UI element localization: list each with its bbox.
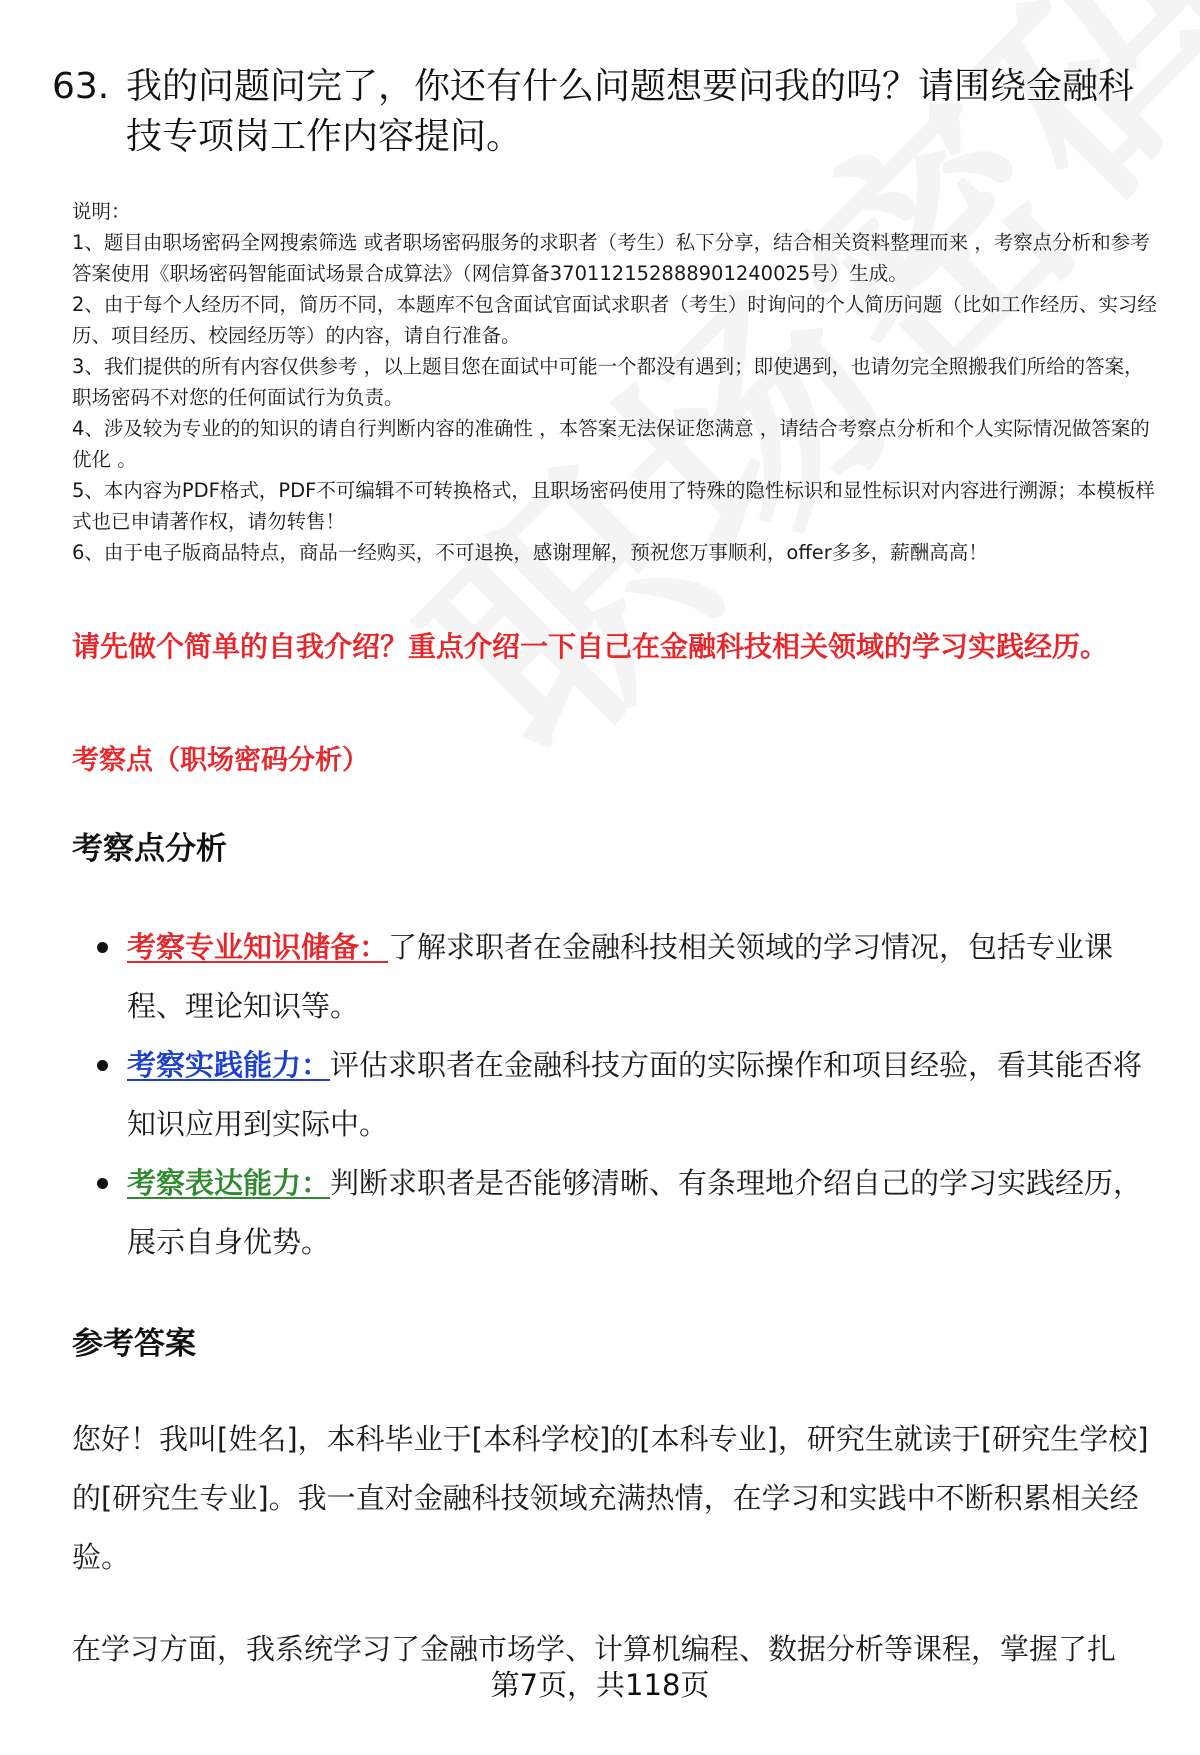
- question-text: 我的问题问完了，你还有什么问题想要问我的吗？请围绕金融科技专项岗工作内容提问。: [126, 66, 1135, 157]
- answer-paragraph: 在学习方面，我系统学习了金融市场学、计算机编程、数据分析等课程，掌握了扎: [72, 1632, 1117, 1666]
- analysis-item-text: 判断求职者是否能够清晰、有条理地介绍自己的学习实践经历，展示自身优势。: [127, 1166, 1143, 1259]
- note-item: 5、本内容为PDF格式，PDF不可编辑不可转换格式，且职场密码使用了特殊的隐性标识和显性标识对内容进行溯源；本模板样式也已申请著作权，请勿转售！: [72, 479, 1155, 533]
- analysis-item-text: 评估求职者在金融科技方面的实际操作和项目经验，看其能否将知识应用到实际中。: [127, 1048, 1143, 1141]
- bullet-dot-icon: [97, 1178, 108, 1189]
- answer-heading: 参考答案: [72, 1326, 196, 1362]
- question-title: [52, 62, 1142, 162]
- analysis-item-text: 了解求职者在金融科技相关领域的学习情况，包括专业课程、理论知识等。: [127, 930, 1114, 1023]
- note-item: 4、涉及较为专业的的知识的请自行判断内容的准确性 ，本答案无法保证您满意 ，请结合考察点分析和个人实际情况做答案的优化 。: [72, 417, 1150, 471]
- analysis-item: [97, 1036, 1147, 1154]
- analysis-list: [97, 918, 1147, 1272]
- note-item: 1、题目由职场密码全网搜索筛选 或者职场密码服务的求职者（考生）私下分享，结合相关资料整理而来 ，考察点分析和参考答案使用《职场密码智能面试场景合成算法》（网信算备370112152888901240025号）生成。: [72, 231, 1150, 285]
- note-item: 3、我们提供的所有内容仅供参考 ，以上题目您在面试中可能一个都没有遇到；即使遇到，也请勿完全照搬我们所给的答案，职场密码不对您的任何面试行为负责。: [72, 355, 1144, 409]
- answer-paragraph: 您好！我叫[姓名]，本科毕业于[本科学校]的[本科专业]，研究生就读于[研究生学校]的[研究生专业]。我一直对金融科技领域充满热情，在学习和实践中不断积累相关经验。: [72, 1422, 1149, 1574]
- analysis-subtitle: 考察点（职场密码分析）: [72, 745, 369, 776]
- notes-heading: 说明：: [72, 200, 131, 223]
- page-footer: 第7页，共118页: [490, 1668, 710, 1702]
- analysis-item-label: 考察实践能力：: [127, 1048, 331, 1082]
- analysis-item-label: 考察专业知识储备：: [127, 930, 389, 964]
- note-item: 2、由于每个人经历不同，简历不同，本题库不包含面试官面试求职者（考生）时询问的个人简历问题（比如工作经历、实习经历、项目经历、校园经历等）的内容，请自行准备。: [72, 293, 1157, 347]
- question-number: 63.: [52, 66, 110, 107]
- analysis-item: [97, 918, 1147, 1036]
- notes-section: [72, 196, 1162, 568]
- bullet-dot-icon: [97, 1060, 108, 1071]
- interview-question: 请先做个简单的自我介绍？重点介绍一下自己在金融科技相关领域的学习实践经历。: [72, 630, 1109, 663]
- note-item: 6、由于电子版商品特点，商品一经购买，不可退换，感谢理解，预祝您万事顺利，offer多多，薪酬高高！: [72, 541, 988, 564]
- bullet-dot-icon: [97, 942, 108, 953]
- analysis-item: [97, 1154, 1147, 1272]
- analysis-item-label: 考察表达能力：: [127, 1166, 331, 1200]
- analysis-heading: 考察点分析: [72, 831, 227, 867]
